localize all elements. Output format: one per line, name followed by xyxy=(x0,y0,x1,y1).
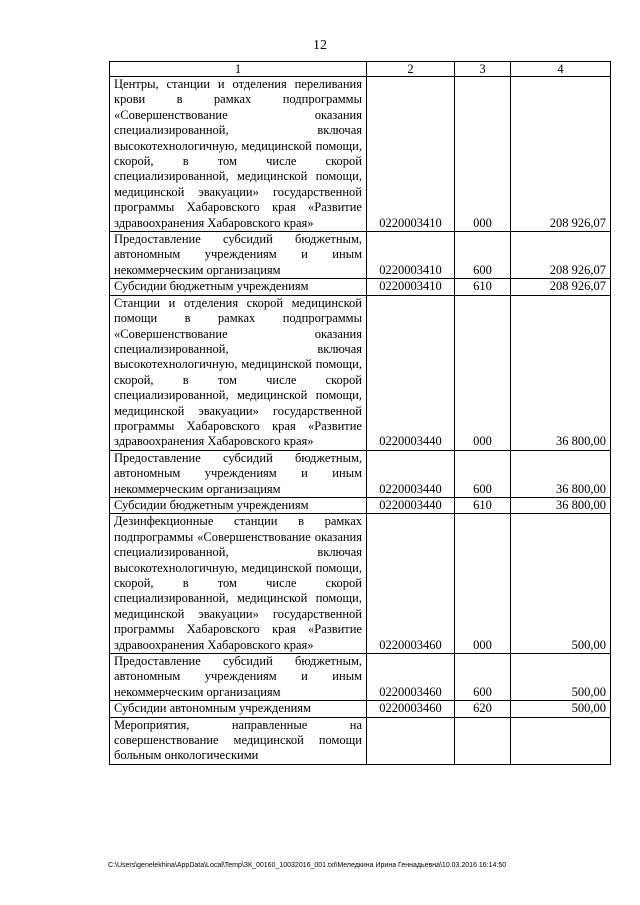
row-amount: 500,00 xyxy=(511,514,611,654)
row-expense-type: 610 xyxy=(455,497,511,513)
row-amount: 36 800,00 xyxy=(511,295,611,450)
column-header-1: 1 xyxy=(110,62,367,77)
row-description: Дезинфекционные станции в рамках подпрограммы «Совершенствование оказания специализированной, включая высокотехнологичную, медицинской помощи, скорой, в том числе скорой специализированной, медицинской помощи, медицинской эвакуации» государственной программы Хабаровского края «Развитие здравоохранения Хабаровского края» xyxy=(110,514,367,654)
table-row xyxy=(110,232,611,279)
row-target-code xyxy=(367,717,455,764)
row-description: Предоставление субсидий бюджетным, автономным учреждениям и иным некоммерческим организациям xyxy=(110,450,367,497)
row-description: Мероприятия, направленные на совершенствование медицинской помощи больным онкологическими xyxy=(110,717,367,764)
row-target-code: 0220003460 xyxy=(367,654,455,701)
row-description: Станции и отделения скорой медицинской помощи в рамках подпрограммы «Совершенствование оказания специализированной, включая высокотехнологичную, медицинской помощи, скорой, в том числе скорой специализированной, медицинской помощи, медицинской эвакуации» государственной программы Хабаровского края «Развитие здравоохранения Хабаровского края» xyxy=(110,295,367,450)
row-target-code: 0220003410 xyxy=(367,77,455,232)
row-expense-type: 600 xyxy=(455,232,511,279)
table-row xyxy=(110,497,611,513)
table-row xyxy=(110,279,611,295)
column-header-4: 4 xyxy=(511,62,611,77)
row-target-code: 0220003460 xyxy=(367,514,455,654)
row-amount: 500,00 xyxy=(511,701,611,717)
table-row xyxy=(110,514,611,654)
row-amount: 208 926,07 xyxy=(511,232,611,279)
row-target-code: 0220003440 xyxy=(367,295,455,450)
row-expense-type: 620 xyxy=(455,701,511,717)
row-amount: 208 926,07 xyxy=(511,279,611,295)
row-description: Предоставление субсидий бюджетным, автономным учреждениям и иным некоммерческим организациям xyxy=(110,654,367,701)
row-description: Субсидии бюджетным учреждениям xyxy=(110,497,367,513)
row-description: Субсидии автономным учреждениям xyxy=(110,701,367,717)
row-description: Центры, станции и отделения переливания крови в рамках подпрограммы «Совершенствование оказания специализированной, включая высокотехнологичную, медицинской помощи, скорой, в том числе скорой специализированной, медицинской помощи, медицинской эвакуации» государственной программы Хабаровского края «Развитие здравоохранения Хабаровского края» xyxy=(110,77,367,232)
table-row xyxy=(110,701,611,717)
row-expense-type: 000 xyxy=(455,77,511,232)
row-target-code: 0220003460 xyxy=(367,701,455,717)
row-expense-type xyxy=(455,717,511,764)
row-expense-type: 610 xyxy=(455,279,511,295)
budget-table xyxy=(109,61,611,765)
row-amount xyxy=(511,717,611,764)
row-amount: 36 800,00 xyxy=(511,497,611,513)
table-row xyxy=(110,654,611,701)
row-expense-type: 600 xyxy=(455,654,511,701)
row-target-code: 0220003410 xyxy=(367,232,455,279)
row-description: Предоставление субсидий бюджетным, автономным учреждениям и иным некоммерческим организациям xyxy=(110,232,367,279)
column-header-3: 3 xyxy=(455,62,511,77)
row-description: Субсидии бюджетным учреждениям xyxy=(110,279,367,295)
table-header-row xyxy=(110,62,611,77)
row-expense-type: 000 xyxy=(455,514,511,654)
row-target-code: 0220003410 xyxy=(367,279,455,295)
row-amount: 208 926,07 xyxy=(511,77,611,232)
row-expense-type: 600 xyxy=(455,450,511,497)
row-target-code: 0220003440 xyxy=(367,497,455,513)
table-row xyxy=(110,450,611,497)
file-path-footer: C:\Users\genelekhina\AppData\Local\Temp\ЗК_00160_10032016_001.txt\Меледкина Ирина Геннадьевна\10.03.2016 16:14:50 xyxy=(108,862,507,869)
table-row xyxy=(110,77,611,232)
table-row xyxy=(110,295,611,450)
row-amount: 36 800,00 xyxy=(511,450,611,497)
table-row xyxy=(110,717,611,764)
row-expense-type: 000 xyxy=(455,295,511,450)
row-target-code: 0220003440 xyxy=(367,450,455,497)
page-number: 12 xyxy=(313,38,327,53)
row-amount: 500,00 xyxy=(511,654,611,701)
column-header-2: 2 xyxy=(367,62,455,77)
